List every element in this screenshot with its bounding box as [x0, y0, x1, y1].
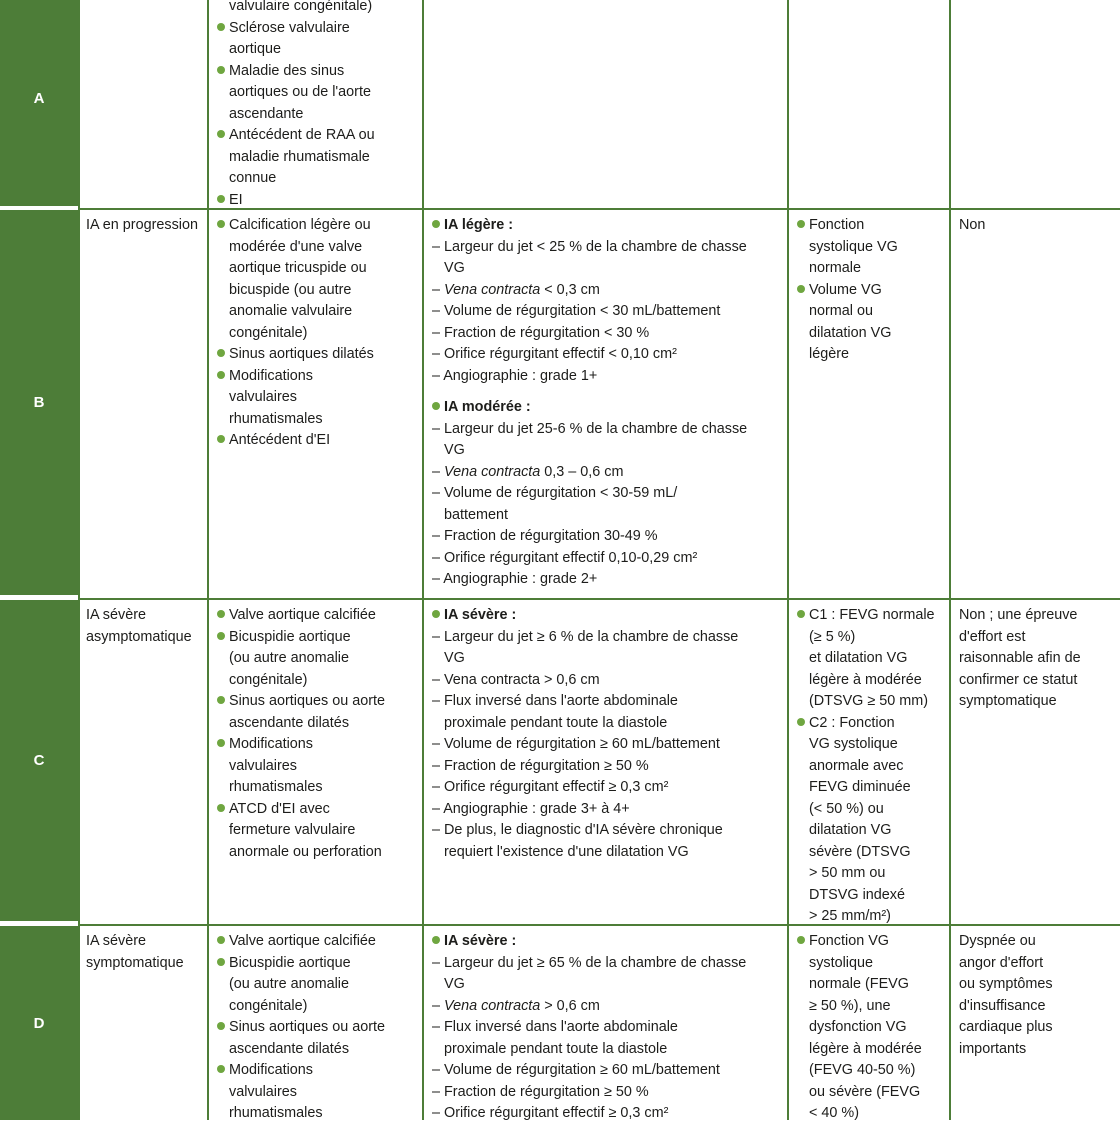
list-item: Sinus aortiques dilatés: [217, 344, 416, 366]
list-item: C1 : FEVG normale: [797, 605, 943, 627]
list-item: < 40 %): [809, 1105, 859, 1121]
bullet-icon: [797, 220, 805, 228]
bullet-icon: [432, 610, 440, 618]
bullet-icon: [217, 610, 225, 618]
list-item: Fonction VG: [797, 931, 943, 953]
list-item: Modifications: [217, 1060, 416, 1082]
list-item: (DTSVG ≥ 50 mm): [809, 693, 929, 709]
list-item: – Vena contracta > 0,6 cm: [432, 671, 600, 688]
bullet-icon: [797, 610, 805, 618]
stage-b-consequences: [789, 210, 951, 598]
symptom-text: raisonnable afin de: [959, 650, 1081, 666]
list-item: aortiques ou de l'aorte: [229, 84, 371, 100]
stage-label-d: D: [0, 926, 78, 1120]
list-item: anomalie valvulaire: [229, 303, 353, 319]
bullet-icon: [217, 220, 225, 228]
stage-b-anatomy: [209, 210, 424, 598]
bullet-icon: [217, 632, 225, 640]
stage-a-definition: [78, 0, 209, 209]
table-row-b: [0, 210, 1120, 598]
bullet-icon: [797, 285, 805, 293]
list-item: DTSVG indexé: [809, 886, 905, 903]
list-item: – Fraction de régurgitation ≥ 50 %: [432, 757, 649, 774]
list-item: bicuspide (ou autre: [229, 281, 352, 298]
list-item: anormale avec: [809, 757, 904, 774]
list-item: VG: [444, 260, 465, 276]
symptom-text: d'effort est: [959, 628, 1026, 645]
list-item: – Orifice régurgitant effectif 0,10-0,29 cm²: [432, 549, 698, 566]
list-item: (ou autre anomalie: [229, 650, 349, 666]
list-item: VG: [444, 976, 465, 992]
list-item: légère: [809, 346, 850, 362]
list-item: aortique: [229, 41, 282, 57]
list-item: – De plus, le diagnostic d'IA sévère chronique: [432, 822, 723, 838]
list-item: valvulaires: [229, 1083, 297, 1100]
bullet-icon: [217, 130, 225, 138]
list-item: ≥ 50 %), une: [809, 997, 891, 1014]
bullet-icon: [797, 936, 805, 944]
stage-d-hemodynamics: [424, 926, 789, 1120]
definition-text: IA sévère: [86, 607, 146, 623]
list-item: ou sévère (FEVG: [809, 1083, 921, 1100]
stage-c-hemodynamics: [424, 600, 789, 924]
symptom-text: importants: [959, 1040, 1027, 1057]
stage-d-definition: [78, 926, 209, 1120]
list-item: Valve aortique calcifiée: [217, 931, 416, 953]
table-row-d: [0, 926, 1120, 1120]
list-item: proximale pendant toute la diastole: [444, 714, 668, 731]
stage-c-anatomy: [209, 600, 424, 924]
list-item: – Largeur du jet ≥ 6 % de la chambre de chasse: [432, 628, 739, 645]
stage-label-b: B: [0, 210, 78, 598]
list-item: ascendante dilatés: [229, 714, 350, 731]
list-item: congénitale): [229, 671, 308, 688]
list-item: – Fraction de régurgitation ≥ 50 %: [432, 1083, 649, 1100]
stage-d-anatomy: [209, 926, 424, 1120]
list-item: (≥ 5 %): [809, 628, 856, 645]
list-item: – Volume de régurgitation ≥ 60 mL/battement: [432, 736, 720, 752]
bullet-icon: [432, 936, 440, 944]
list-item: systolique VG: [809, 238, 898, 255]
list-item: systolique: [809, 954, 873, 971]
symptom-text: Dyspnée ou: [959, 933, 1036, 949]
list-item: FEVG diminuée: [809, 779, 911, 795]
list-item: Antécédent de RAA ou: [217, 125, 416, 147]
list-item: – Volume de régurgitation ≥ 60 mL/battement: [432, 1062, 720, 1078]
list-item: > 50 mm ou: [809, 865, 886, 881]
list-item: – Fraction de régurgitation < 30 %: [432, 324, 650, 341]
stage-c-definition: [78, 600, 209, 924]
list-item: – Fraction de régurgitation 30-49 %: [432, 528, 658, 544]
list-item: Calcification légère ou: [217, 215, 416, 237]
list-heading: IA sévère :: [432, 605, 781, 627]
list-item: – Orifice régurgitant effectif ≥ 0,3 cm²: [432, 1105, 669, 1121]
bullet-icon: [217, 435, 225, 443]
bullet-icon: [217, 23, 225, 31]
list-item: ascendante dilatés: [229, 1040, 350, 1057]
bullet-icon: [217, 739, 225, 747]
stage-c-consequences: [789, 600, 951, 924]
list-item: – Volume de régurgitation < 30 mL/battement: [432, 303, 721, 319]
stage-a-hemodynamics: [424, 0, 789, 209]
list-item: Modifications: [217, 734, 416, 756]
definition-text: asymptomatique: [86, 628, 192, 645]
list-item: Antécédent d'EI: [217, 430, 416, 452]
stage-d-symptoms: [951, 926, 1120, 1120]
bullet-icon: [217, 66, 225, 74]
list-item: normale: [809, 260, 861, 276]
list-item: – Largeur du jet ≥ 65 % de la chambre de chasse: [432, 954, 747, 971]
bullet-icon: [217, 1065, 225, 1073]
list-item: légère à modérée: [809, 671, 922, 688]
list-item: VG systolique: [809, 736, 898, 752]
list-item: – Flux inversé dans l'aorte abdominale: [432, 1019, 678, 1035]
stage-label-c: C: [0, 600, 78, 924]
symptom-text: symptomatique: [959, 693, 1057, 709]
list-item: – Orifice régurgitant effectif < 0,10 cm²: [432, 346, 677, 362]
list-heading: IA légère :: [432, 215, 781, 237]
list-item: Sinus aortiques ou aorte: [217, 1017, 416, 1039]
stage-a-anatomy: [209, 0, 424, 209]
stage-a-symptoms: [951, 0, 1120, 209]
list-item: rhumatismales: [229, 1105, 323, 1121]
stage-b-definition: [78, 210, 209, 598]
bullet-icon: [217, 371, 225, 379]
table-row-c: [0, 600, 1120, 924]
list-item: légère à modérée: [809, 1040, 922, 1057]
definition-text: symptomatique: [86, 954, 184, 971]
symptom-text: Non: [959, 217, 986, 233]
list-item: Valve aortique calcifiée: [217, 605, 416, 627]
list-item: fermeture valvulaire: [229, 822, 356, 838]
list-item: normal ou: [809, 303, 873, 319]
list-item: dilatation VG: [809, 822, 892, 838]
list-item: > 25 mm/m²): [809, 908, 891, 924]
list-item: valvulaires: [229, 757, 297, 774]
bullet-icon: [217, 958, 225, 966]
list-item: – Volume de régurgitation < 30-59 mL/: [432, 485, 678, 501]
list-item: VG: [444, 442, 465, 458]
symptom-text: d'insuffisance: [959, 997, 1046, 1014]
symptom-text: confirmer ce statut: [959, 671, 1078, 688]
list-item: – Flux inversé dans l'aorte abdominale: [432, 693, 678, 709]
list-item: Sinus aortiques ou aorte: [217, 691, 416, 713]
list-item: valvulaires: [229, 389, 297, 405]
symptom-text: Non ; une épreuve: [959, 607, 1078, 623]
symptom-text: ou symptômes: [959, 976, 1053, 992]
stage-c-symptoms: [951, 600, 1120, 924]
bullet-icon: [217, 936, 225, 944]
list-item: requiert l'existence d'une dilatation VG: [444, 843, 689, 860]
symptom-text: cardiaque plus: [959, 1019, 1053, 1035]
list-item: valvulaire congénitale): [229, 0, 373, 14]
list-item: Bicuspidie aortique: [217, 953, 416, 975]
list-item: proximale pendant toute la diastole: [444, 1040, 668, 1057]
list-item: dilatation VG: [809, 324, 892, 341]
bullet-icon: [217, 349, 225, 357]
stage-a-consequences: [789, 0, 951, 209]
bullet-icon: [797, 718, 805, 726]
list-item: rhumatismales: [229, 410, 323, 427]
list-item: – Largeur du jet < 25 % de la chambre de chasse: [432, 238, 747, 255]
bullet-icon: [432, 220, 440, 228]
list-item: ATCD d'EI avec: [217, 799, 416, 821]
list-item: C2 : Fonction: [797, 713, 943, 735]
list-item: aortique tricuspide ou: [229, 260, 367, 276]
list-item: congénitale): [229, 997, 308, 1014]
list-item: – Largeur du jet 25-6 % de la chambre de chasse: [432, 420, 748, 437]
list-item: Fonction: [797, 215, 943, 237]
list-item: sévère (DTSVG: [809, 843, 911, 860]
list-item: – Orifice régurgitant effectif ≥ 0,3 cm²: [432, 779, 669, 795]
list-item: Maladie des sinus: [217, 61, 416, 83]
table-row-a: [0, 0, 1120, 209]
symptom-text: angor d'effort: [959, 954, 1044, 971]
list-item: maladie rhumatismale: [229, 148, 370, 165]
list-item: dysfonction VG: [809, 1019, 907, 1035]
list-item: Sclérose valvulaire: [217, 18, 416, 40]
stage-label-a: A: [0, 0, 78, 209]
list-item: et dilatation VG: [809, 650, 908, 666]
list-item: EI: [217, 190, 416, 212]
list-item: battement: [444, 506, 508, 523]
bullet-icon: [217, 804, 225, 812]
list-item: Bicuspidie aortique: [217, 627, 416, 649]
list-item: normale (FEVG: [809, 976, 909, 992]
list-item: – Vena contracta > 0,6 cm: [432, 997, 600, 1014]
list-item: (< 50 %) ou: [809, 800, 884, 817]
list-item: anormale ou perforation: [229, 843, 382, 860]
bullet-icon: [217, 195, 225, 203]
list-item: Modifications: [217, 366, 416, 388]
list-item: – Angiographie : grade 3+ à 4+: [432, 800, 630, 817]
list-item: VG: [444, 650, 465, 666]
list-item: congénitale): [229, 324, 308, 341]
list-heading: IA sévère :: [432, 931, 781, 953]
list-heading: IA modérée :: [432, 397, 781, 419]
list-item: (ou autre anomalie: [229, 976, 349, 992]
bullet-icon: [217, 696, 225, 704]
definition-text: IA sévère: [86, 933, 146, 949]
list-item: – Vena contracta < 0,3 cm: [432, 281, 600, 298]
list-item: – Angiographie : grade 2+: [432, 571, 598, 587]
list-item: ascendante: [229, 105, 304, 122]
list-item: modérée d'une valve: [229, 238, 363, 255]
list-item: connue: [229, 170, 277, 186]
stage-b-hemodynamics: [424, 210, 789, 598]
bullet-icon: [217, 1022, 225, 1030]
definition-text: IA en progression: [86, 217, 198, 233]
list-item: – Angiographie : grade 1+: [432, 367, 598, 384]
stage-d-consequences: [789, 926, 951, 1120]
stage-b-symptoms: [951, 210, 1120, 598]
list-item: rhumatismales: [229, 779, 323, 795]
list-item: – Vena contracta 0,3 – 0,6 cm: [432, 463, 624, 480]
list-item: (FEVG 40-50 %): [809, 1062, 916, 1078]
bullet-icon: [432, 402, 440, 410]
list-item: Volume VG: [797, 280, 943, 302]
